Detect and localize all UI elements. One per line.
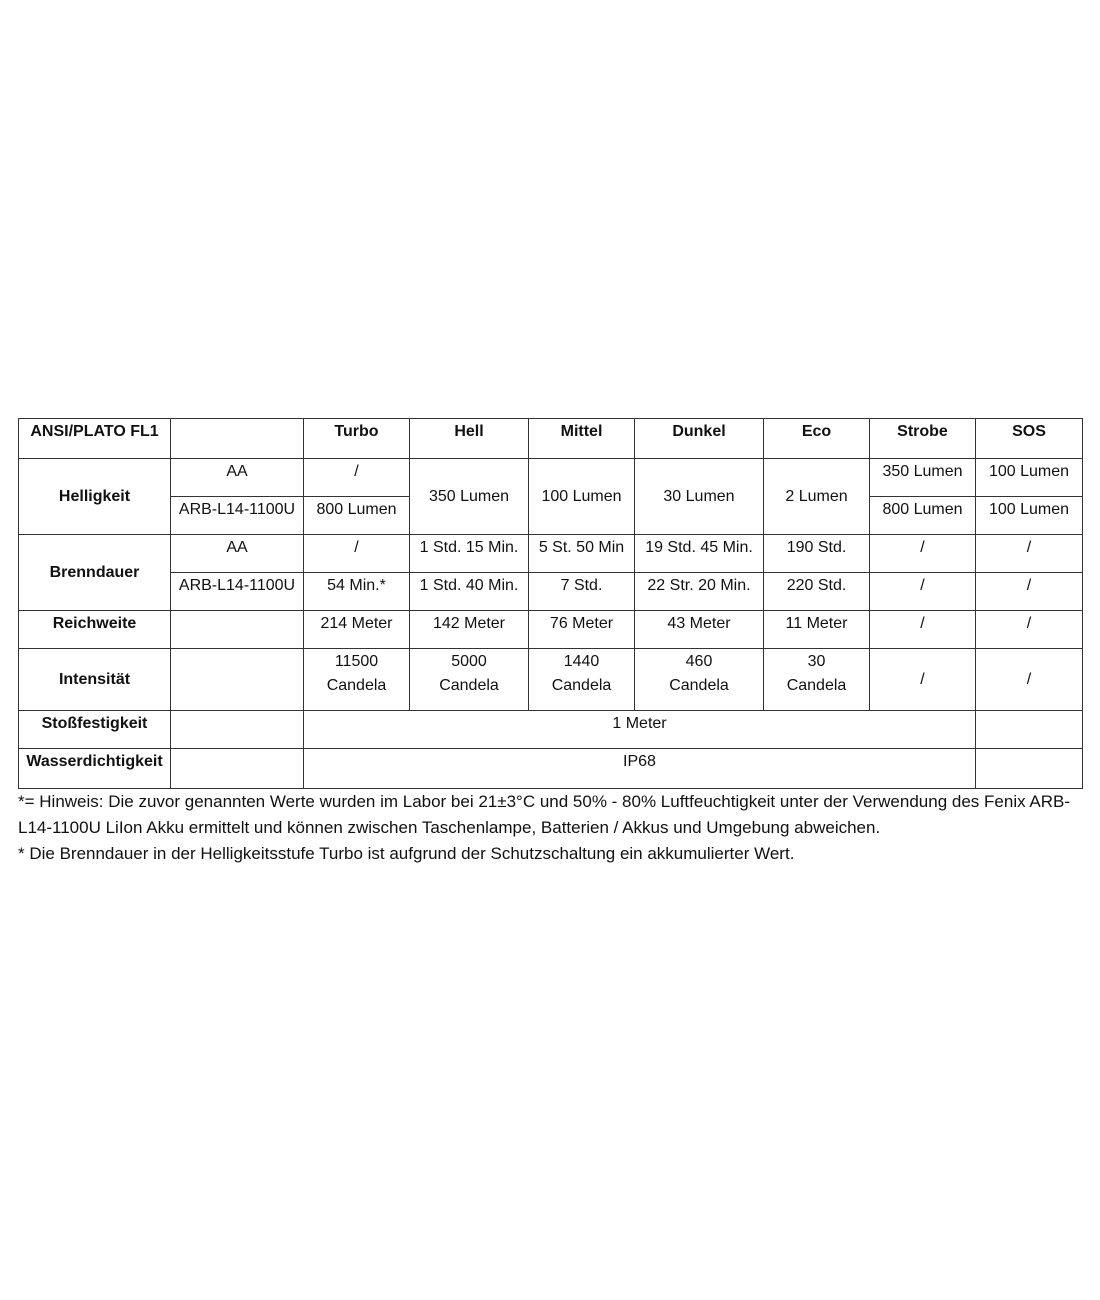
helligkeit-aa-row [19, 459, 1083, 497]
intensitaet-mittel-value: 1440 [563, 653, 600, 670]
intensitaet-hell [410, 649, 529, 711]
stossfestigkeit-value: 1 Meter [304, 711, 976, 749]
brenndauer-aa-turbo: / [304, 535, 410, 573]
reichweite-label: Reichweite [19, 611, 171, 649]
intensitaet-dunkel-unit: Candela [669, 677, 729, 694]
brenndauer-arb-eco: 220 Std. [764, 573, 870, 611]
intensitaet-sos: / [976, 649, 1083, 711]
helligkeit-arb-turbo: 800 Lumen [304, 497, 410, 535]
brenndauer-aa-strobe: / [870, 535, 976, 573]
reichweite-sos: / [976, 611, 1083, 649]
intensitaet-eco-unit: Candela [786, 677, 847, 694]
intensitaet-eco [764, 649, 870, 711]
stossfestigkeit-sos-empty [976, 711, 1083, 749]
brenndauer-arb-row [19, 573, 1083, 611]
header-mittel: Mittel [529, 419, 635, 459]
helligkeit-aa-turbo: / [304, 459, 410, 497]
intensitaet-turbo-value: 11500 [334, 653, 379, 670]
reichweite-turbo: 214 Meter [304, 611, 410, 649]
wasserdichtigkeit-battery-empty [171, 749, 304, 789]
wasserdichtigkeit-sos-empty [976, 749, 1083, 789]
brenndauer-label: Brenndauer [19, 535, 171, 611]
intensitaet-dunkel-value: 460 [685, 653, 713, 670]
brenndauer-arb-sos: / [976, 573, 1083, 611]
intensitaet-battery-empty [171, 649, 304, 711]
reichweite-dunkel: 43 Meter [635, 611, 764, 649]
header-turbo: Turbo [304, 419, 410, 459]
reichweite-eco: 11 Meter [764, 611, 870, 649]
header-corner: ANSI/PLATO FL1 [19, 419, 171, 459]
header-eco: Eco [764, 419, 870, 459]
brenndauer-arb-mittel: 7 Std. [529, 573, 635, 611]
wasserdichtigkeit-label: Wasserdichtigkeit [19, 749, 171, 789]
helligkeit-hell: 350 Lumen [410, 459, 529, 535]
helligkeit-arb-strobe: 800 Lumen [870, 497, 976, 535]
footnotes [18, 789, 1093, 867]
intensitaet-dunkel [635, 649, 764, 711]
specification-table [18, 418, 1083, 789]
intensitaet-eco-value: 30 [807, 653, 826, 670]
brenndauer-arb-dunkel: 22 Str. 20 Min. [635, 573, 764, 611]
helligkeit-arb-battery: ARB-L14-1100U [171, 497, 304, 535]
intensitaet-mittel [529, 649, 635, 711]
helligkeit-mittel: 100 Lumen [529, 459, 635, 535]
brenndauer-arb-strobe: / [870, 573, 976, 611]
brenndauer-aa-battery: AA [171, 535, 304, 573]
intensitaet-strobe: / [870, 649, 976, 711]
reichweite-row [19, 611, 1083, 649]
wasserdichtigkeit-value: IP68 [304, 749, 976, 789]
header-dunkel: Dunkel [635, 419, 764, 459]
brenndauer-aa-sos: / [976, 535, 1083, 573]
stossfestigkeit-battery-empty [171, 711, 304, 749]
reichweite-hell: 142 Meter [410, 611, 529, 649]
brenndauer-aa-hell: 1 Std. 15 Min. [410, 535, 529, 573]
header-row [19, 419, 1083, 459]
brenndauer-aa-mittel: 5 St. 50 Min [529, 535, 635, 573]
intensitaet-label: Intensität [19, 649, 171, 711]
intensitaet-turbo [304, 649, 410, 711]
intensitaet-hell-value: 5000 [451, 653, 487, 670]
intensitaet-row [19, 649, 1083, 711]
brenndauer-aa-row [19, 535, 1083, 573]
helligkeit-label: Helligkeit [19, 459, 171, 535]
brenndauer-arb-battery: ARB-L14-1100U [171, 573, 304, 611]
header-battery-empty [171, 419, 304, 459]
header-sos: SOS [976, 419, 1083, 459]
reichweite-mittel: 76 Meter [529, 611, 635, 649]
brenndauer-aa-dunkel: 19 Std. 45 Min. [635, 535, 764, 573]
reichweite-strobe: / [870, 611, 976, 649]
wasserdichtigkeit-row [19, 749, 1083, 789]
reichweite-battery-empty [171, 611, 304, 649]
helligkeit-eco: 2 Lumen [764, 459, 870, 535]
helligkeit-aa-battery: AA [171, 459, 304, 497]
helligkeit-arb-sos: 100 Lumen [976, 497, 1083, 535]
stossfestigkeit-row [19, 711, 1083, 749]
intensitaet-turbo-unit: Candela [326, 677, 387, 694]
helligkeit-aa-strobe: 350 Lumen [870, 459, 976, 497]
hinweis-note: *= Hinweis: Die zuvor genannten Werte wurden im Labor bei 21±3°C und 50% - 80% Luftfeuchtigkeit unter der Verwendung des Fenix ARB-L14-1100U LiIon Akku ermittelt und können zwischen Taschenlampe, Batterien / Akkus und Umgebung abweichen. [18, 792, 1070, 837]
turbo-note: * Die Brenndauer in der Helligkeitsstufe Turbo ist aufgrund der Schutzschaltung ein akkumulierter Wert. [18, 844, 795, 863]
header-hell: Hell [410, 419, 529, 459]
helligkeit-aa-sos: 100 Lumen [976, 459, 1083, 497]
helligkeit-dunkel: 30 Lumen [635, 459, 764, 535]
stossfestigkeit-label: Stoßfestigkeit [19, 711, 171, 749]
header-strobe: Strobe [870, 419, 976, 459]
intensitaet-hell-unit: Candela [439, 677, 499, 694]
brenndauer-arb-hell: 1 Std. 40 Min. [410, 573, 529, 611]
intensitaet-mittel-unit: Candela [551, 677, 612, 694]
brenndauer-arb-turbo: 54 Min.* [304, 573, 410, 611]
brenndauer-aa-eco: 190 Std. [764, 535, 870, 573]
